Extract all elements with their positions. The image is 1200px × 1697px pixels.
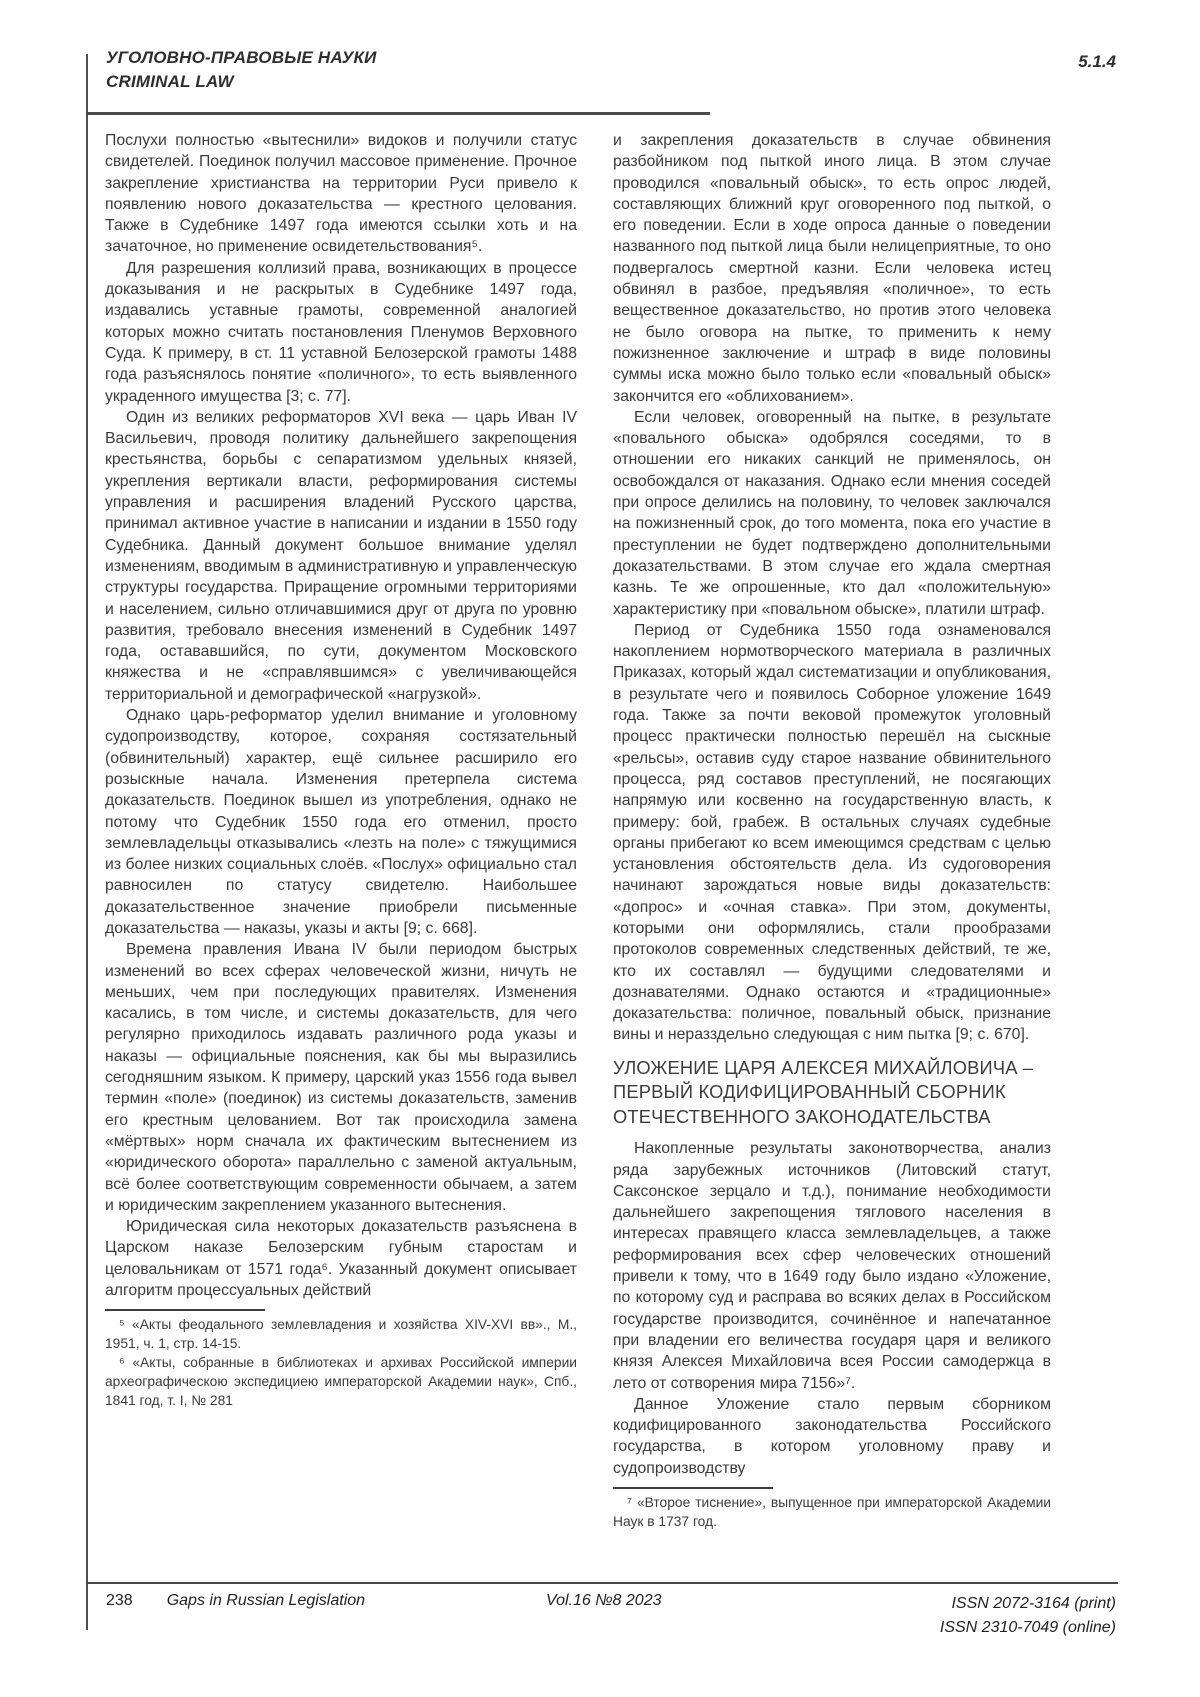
paragraph: Послухи полностью «вытеснили» видоков и получили статус свидетелей. Поединок получил массовое применение. Прочное закрепление христианства на территории Руси привело к появлению нового доказательства — крестного целования. Также в Судебнике 1497 года имеются ссылки хоть и на зачаточное, но применение освидетельствования⁵. <box>105 132 577 256</box>
paragraph: Времена правления Ивана IV были периодом быстрых изменений во всех сферах человеческой жизни, ничуть не меньших, чем при последующих правителях. Изменения касались, в том числе, и системы доказательств, для чего регулярно приходилось издавать различного рода указы и наказы — официальные пояснения, как бы мы выразились сегодняшним языком. К примеру, царский указ 1556 года вывел термин «поле» (поединок) из системы доказательств, заменив его крестным целованием. Вот так происходила замена «мёртвых» норм сначала их фактическим вытеснением из «юридического оборота» параллельно с заменой актуальным, всё более соответствующим современности обычаем, а затем и юридическим закреплением указанного вытеснения. <box>105 941 577 1214</box>
footnote: ⁵ «Акты феодального землевладения и хозяйства XIV-XVI вв»., М., 1951, ч. 1, стр. 14-15. <box>105 1317 577 1352</box>
paragraph: Юридическая сила некоторых доказательств разъяснена в Царском наказе Белозерским губным старостам и целовальникам от 1571 года⁶. Указанный документ описывает алгоритм процессуальных действий <box>105 1218 577 1300</box>
footnotes-left <box>105 1309 577 1410</box>
footnote-rule <box>105 1309 265 1311</box>
paragraph: Однако царь-реформатор уделил внимание и уголовному судопроизводству, которое, сохраняя состязательный (обвинительный) характер, ещё сильнее расширило его розыскные начала. Изменения претерпела система доказательств. Поединок вышел из употребления, однако не потому что Судебник 1550 года его отменил, просто землевладельцы отказывались «лезть на поле» с тяжущимися из более низких социальных слоёв. «Послух» официально стал равносилен по статусу свидетелю. Наибольшее доказательственное значение приобрели письменные доказательства — наказы, указы и акты [9; с. 668]. <box>105 707 577 937</box>
issn-block <box>940 1592 1116 1640</box>
page-header <box>106 46 1116 94</box>
footnotes-right <box>613 1487 1051 1532</box>
paragraph: Накопленные результаты законотворчества, анализ ряда зарубежных источников (Литовский статут, Саксонское зерцало и т.д.), понимание необходимости дальнейшего закрепощения тяглового населения в интересах правящего класса землевладельцев, а также реформирования всех сфер человеческих отношений привели к тому, что в 1649 году было издано «Уложение, по которому суд и расправа во всяких делах в Российском государстве производится, сочинённое и напечатанное при владении его величества государя царя и великого князя Алексея Михайловича всея России самодержца в лето от сотворения мира 7156»⁷. <box>613 1140 1051 1392</box>
page-footer <box>106 1592 1116 1636</box>
rubric-ru: УГОЛОВНО-ПРАВОВЫЕ НАУКИ <box>106 48 377 67</box>
issn-print: ISSN 2072-3164 (print) <box>951 1595 1116 1612</box>
issn-online: ISSN 2310-7049 (online) <box>939 1619 1116 1636</box>
journal-title: Gaps in Russian Legislation <box>166 1592 366 1609</box>
rubric-en: CRIMINAL LAW <box>106 72 234 91</box>
header-rule <box>86 112 710 115</box>
footnote: ⁶ «Акты, собранные в библиотеках и архивах Российской империи археографическою экспедициею императорской Академии наук», Спб., 1841 год, т. I, № 281 <box>105 1354 577 1408</box>
left-margin-rule <box>86 54 88 1630</box>
paragraph: и закрепления доказательств в случае обвинения разбойником под пыткой иного лица. В этом случае проводился «повальный обыск», то есть опрос людей, составляющих ближний круг оговоренного под пыткой, о его поведении. Если в ходе опроса данные о поведении названного под пыткой лица были нелицеприятные, то оно подвергалось смертной казни. Если человека истец обвинял в разбое, предъявляя «поличное», то есть вещественное доказательство, но против этого человека не было оговора на пытке, то применить к нему пожизненное заключение и штраф в виде половины суммы иска можно было только если «повальный обыск» закончится его «облихованием». <box>613 132 1051 405</box>
paragraph: Если человек, оговоренный на пытке, в результате «повального обыска» одобрялся соседями, то в отношении его никаких санкций не применялось, он освобождался от наказания. Однако если мнения соседей при опросе делились на половину, то человек заключался на пожизненный срок, до того момента, пока его участие в преступлении не будет подтверждено дополнительными доказательствами. В этом случае его ждала смертная казнь. Те же опрошенные, кто дал «положительную» характеристику при «повальном обыске», платили штраф. <box>613 408 1051 618</box>
right-column <box>613 130 1051 1532</box>
section-heading: УЛОЖЕНИЕ ЦАРЯ АЛЕКСЕЯ МИХАЙЛОВИЧА – ПЕРВЫЙ КОДИФИЦИРОВАННЫЙ СБОРНИК ОТЕЧЕСТВЕННОГО ЗАКОНОДАТЕЛЬСТВА <box>613 1056 1034 1127</box>
left-column <box>105 130 577 1410</box>
footnote-rule <box>613 1487 773 1489</box>
paragraph: Данное Уложение стало первым сборником кодифицированного законодательства Российского государства, в котором уголовному праву и судопроизводству <box>613 1395 1051 1477</box>
paragraph: Один из великих реформаторов XVI века — царь Иван IV Васильевич, проводя политику дальнейшего закрепощения крестьянства, борьбы с сепаратизмом удельных князей, укрепления вертикали власти, реформирования системы управления и расширения владений Русского царства, принимал активное участие в написании и издании в 1550 году Судебника. Данный документ большое внимание уделял изменениям, вводимым в административную и управленческую структуры государства. Приращение огромными территориями и населением, сильно отличавшимися друг от друга по уровню развития, требовало внесения изменений в Судебник 1497 года, остававшийся, по сути, документом Московского княжества и не «справлявшимся» с увеличивающейся территориальной и демографической «нагрузкой». <box>105 408 577 703</box>
specialty-code: 5.1.4 <box>1078 52 1116 71</box>
page-number: 238 <box>106 1592 133 1609</box>
paragraph: Для разрешения коллизий права, возникающих в процессе доказывания и не раскрытых в Судебнике 1497 года, издавались уставные грамоты, современной аналогией которых можно считать постановления Пленумов Верховного Суда. К примеру, в ст. 11 уставной Белозерской грамоты 1488 года разъяснялось понятие «поличного», то есть выявленного украденного имущества [3; с. 77]. <box>105 259 577 405</box>
paragraph: Период от Судебника 1550 года ознаменовался накоплением нормотворческого материала в различных Приказах, который ждал систематизации и опубликования, в результате чего и появилось Соборное уложение 1649 года. Также за почти вековой промежуток уголовный процесс практически полностью перешёл на сыскные «рельсы», оставив суду старое название обвинительного процесса, ряд составов преступлений, не посягающих напрямую или косвенно на государственную власть, к примеру: бой, грабеж. В остальных случаях судебные органы прибегают ко всем имеющимся средствам с целью установления обстоятельств дела. Из судоговорения начинают зарождаться новые виды доказательств: «допрос» и «очная ставка». При этом, документы, которыми они оформлялись, стали прообразами протоколов современных следственных действий, те же, кто их составлял — будущими следователями и дознавателями. Однако остаются и «традиционные» доказательства: поличное, повальный обыск, признание вины и неразздельно следующая с ним пытка [9; с. 670]. <box>613 621 1051 1044</box>
issue-info: Vol.16 №8 2023 <box>546 1592 662 1609</box>
footnote: ⁷ «Второе тиснение», выпущенное при императорской Академии Наук в 1737 год. <box>613 1495 1051 1529</box>
footer-rule <box>86 1582 1118 1584</box>
